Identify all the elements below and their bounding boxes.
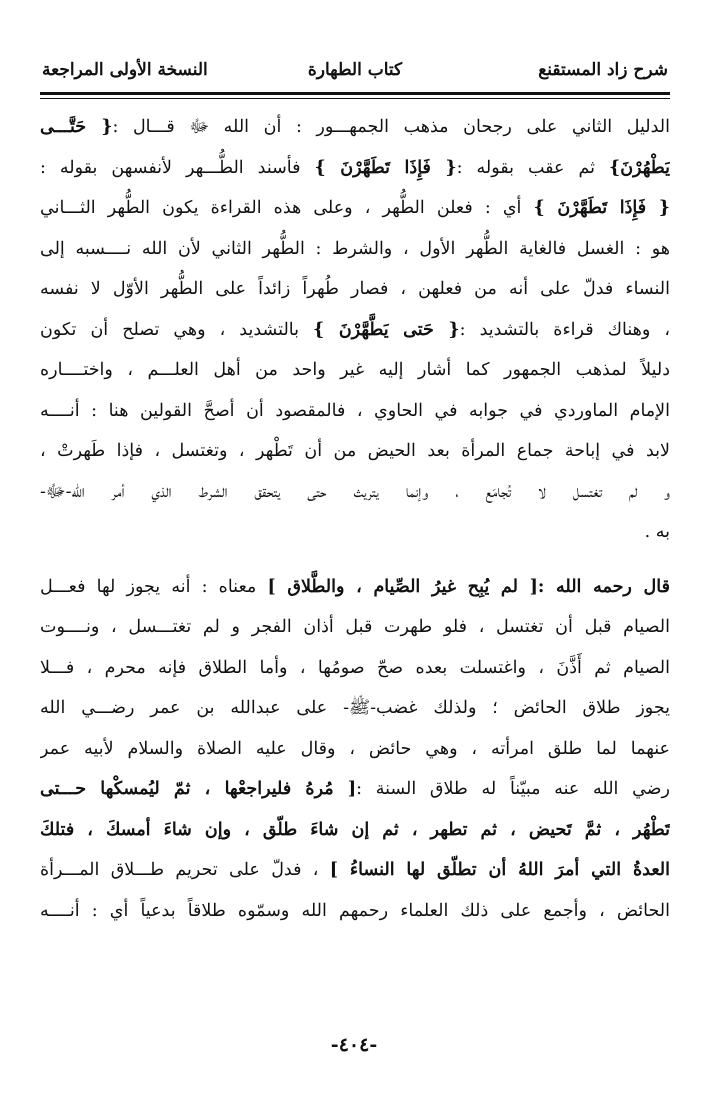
text-line [40, 350, 670, 391]
quoted-text: [ لم يُبِح غيرُ الصِّيام ، والطَّلاق ] [267, 576, 538, 597]
text-run: به . [644, 522, 670, 542]
paragraph-gap [40, 553, 670, 567]
book-title: شرح زاد المستقنع [538, 60, 668, 80]
quoted-text: قال رحمه الله : [537, 576, 670, 597]
text-line [40, 688, 670, 729]
quoted-text: { فَإِذَا تَطَهَّرْنَ } [533, 198, 670, 218]
paragraph-1 [40, 107, 670, 553]
text-run: لابد في إباحة جماع المرأة بعد الحيض من أن تَطْهر ، وتغتسل ، فإذا طَهرتْ ، [40, 441, 670, 461]
text-line [40, 891, 670, 932]
paragraph-2 [40, 567, 670, 932]
chapter-title: كتاب الطهارة [307, 60, 403, 80]
text-run: الصيام قبل أن تغتسل ، فلو طهرت قبل أذان الفجر و لم تغتـــسل ، ونــــوت [40, 617, 670, 637]
text-line [40, 850, 670, 891]
text-run: و لم تغتسل لا تُجامَع ، وإنما يتريث حتى يتحقق الشرط الذي أمر الله-ﷻ- [40, 481, 670, 502]
text-line [40, 810, 670, 851]
text-line [40, 472, 670, 513]
quoted-text: يَطْهُرْنَ} [608, 157, 670, 178]
quoted-text: تَطْهُر ، ثمَّ تَحيض ، ثم تطهر ، ثم إن شاءَ طلّق ، وإن شاءَ أمسكَ ، فتلكَ [40, 819, 670, 840]
text-line [40, 729, 670, 770]
text-line [40, 188, 670, 229]
running-header [40, 56, 670, 90]
text-line [40, 391, 670, 432]
text-run: معناه : أنه يجوز لها فعـــل [40, 576, 268, 597]
text-run: ، فدلّ على تحريم طـــلاق المـــرأة [40, 860, 330, 880]
text-run: الصيام ثم أَذَّنَ ، واغتسلت بعده صحّ صومُها ، وأما الطلاق فإنه محرم ، فـــلا [40, 657, 670, 678]
text-line [40, 512, 670, 553]
text-run: يجوز طلاق الحائض ؛ ولذلك غضب-ﷺ- على عبدالله بن عمر رضـــي الله [40, 698, 670, 718]
text-run: بالتشديد ، وهي تصلح أن تكون [40, 319, 314, 340]
edition-label: النسخة الأولى المراجعة [42, 60, 208, 80]
page-number: -٤٠٤- [330, 1034, 378, 1056]
text-line [40, 431, 670, 472]
text-line [40, 648, 670, 689]
text-line [40, 229, 670, 270]
text-run: عنهما لما طلق امرأته ، وهي حائض ، وقال عليه الصلاة والسلام لأبيه عمر [40, 738, 670, 759]
text-line [40, 607, 670, 648]
text-run: رضي الله عنه مبيّناً له طلاق السنة : [356, 779, 670, 799]
body-text [40, 107, 670, 931]
text-line [40, 148, 670, 189]
quoted-text: [ مُرهُ فليراجعْها ، ثمّ ليُمسكْها حـــتى [40, 779, 357, 799]
text-run: فأسند الطُّـــهر لأنفسهن بقوله : [40, 157, 315, 178]
text-run: ثم عقب بقوله : [456, 157, 609, 178]
text-run: الدليل الثاني على رجحان مذهب الجمهـــور : أن الله ﷻ قـــال : [112, 117, 670, 137]
text-line [40, 107, 670, 148]
text-run: أي : فعلن الطُّهر ، وعلى هذه القراءة يكون الطُّهر الثـــاني [40, 198, 534, 218]
quoted-text: { فَإِذَا تَطَهَّرْنَ } [314, 157, 457, 178]
text-line [40, 269, 670, 310]
header-rule-thick [40, 92, 670, 95]
text-line [40, 567, 670, 608]
text-line [40, 769, 670, 810]
text-run: ، وهناك قراءة بالتشديد : [459, 319, 670, 340]
text-run: دليلاً لمذهب الجمهور كما أشار إليه غير واحد من أهل العلـــم ، واختــــاره [40, 360, 670, 380]
text-run: الحائض ، وأجمع على ذلك العلماء رحمهم الله وسمّوه طلاقاً بدعياً أي : أنــــه [40, 900, 670, 921]
text-run: الإمام الماوردي في جوابه في الحاوي ، فالمقصود أن أصحَّ القولين هنا : أنــــه [40, 400, 670, 421]
quoted-text: العدةُ التي أمرَ اللهُ أن تطلّق لها النساءُ ] [329, 860, 670, 880]
quoted-text: { حَتى يَطَّهَّرْنَ } [313, 319, 460, 340]
text-line [40, 310, 670, 351]
header-rule-thin [40, 98, 670, 99]
text-run: النساء فدلّ على أنه من فعلهن ، فصار طُهراً زائداً على الطُّهر الأوّل لا نفسه [40, 279, 670, 299]
text-run: هو : الغسل فالغاية الطُّهر الأول ، والشرط : الطُّهر الثاني لأن الله نــــسبه إلى [40, 238, 670, 259]
quoted-text: { حَتَّـــى [40, 117, 113, 137]
